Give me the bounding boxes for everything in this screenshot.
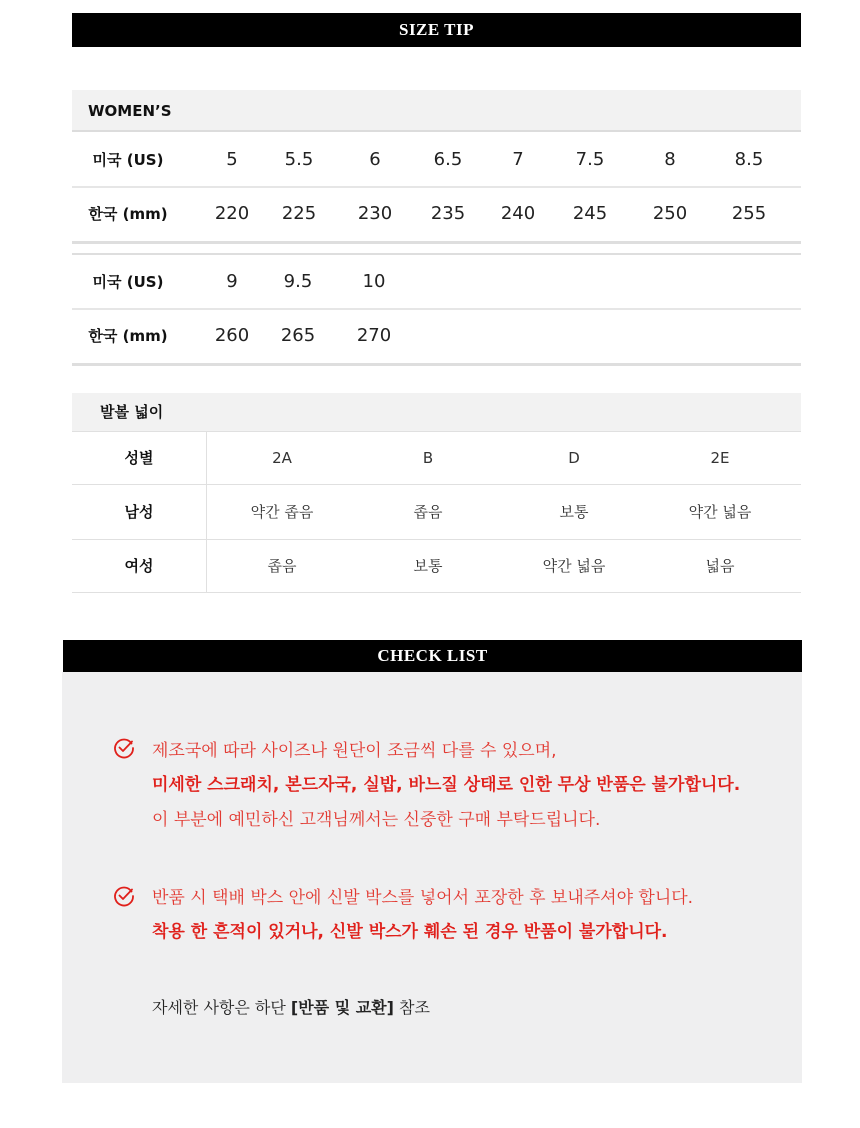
kr-size-row [72, 308, 801, 360]
width-value-cell: 보통 [559, 503, 589, 521]
us-size-cell: 6 [369, 149, 381, 170]
size-tip-banner: SIZE TIP [72, 13, 801, 47]
table-divider [72, 241, 801, 244]
us-size-label: 미국 (US) [92, 151, 164, 169]
us-size-cell: 5 [226, 149, 238, 170]
us-size-cell: 7.5 [575, 149, 605, 170]
width-column-header: B [422, 449, 434, 467]
women-width-row [72, 540, 801, 593]
us-size-label: 미국 (US) [92, 273, 164, 291]
width-header-row [72, 432, 801, 485]
kr-size-cell: 265 [280, 325, 316, 346]
kr-size-label: 한국 (mm) [88, 205, 168, 223]
check-list-panel [62, 672, 802, 1083]
kr-size-cell: 255 [731, 203, 767, 224]
check-list-banner: CHECK LIST [63, 640, 802, 672]
womens-section-header: WOMEN’S [72, 90, 801, 132]
us-size-cell: 8.5 [734, 149, 764, 170]
us-size-cell: 5.5 [284, 149, 314, 170]
foot-width-table [72, 431, 801, 593]
check-item-1-line-2: 미세한 스크래치, 본드자국, 실밥, 바느질 상태로 인한 무상 반품은 불가합니다. [152, 775, 741, 795]
check-circle-icon [112, 736, 136, 760]
size-table-1 [72, 134, 801, 238]
width-value-cell: 약간 넓음 [688, 503, 752, 521]
gender-column-label: 성별 [72, 432, 207, 484]
check-item-2-line-1: 반품 시 택배 박스 안에 신발 박스를 넣어서 포장한 후 보내주셔야 합니다. [152, 888, 694, 908]
men-label: 남성 [72, 485, 207, 539]
width-value-cell: 좁음 [267, 557, 297, 575]
kr-size-cell: 270 [356, 325, 392, 346]
width-value-cell: 약간 좁음 [250, 503, 314, 521]
table-divider [72, 363, 801, 366]
us-size-cell: 8 [664, 149, 676, 170]
kr-size-row [72, 186, 801, 238]
kr-size-cell: 250 [652, 203, 688, 224]
us-size-cell: 7 [512, 149, 524, 170]
kr-size-label: 한국 (mm) [88, 327, 168, 345]
kr-size-cell: 225 [281, 203, 317, 224]
women-label: 여성 [72, 540, 207, 592]
us-size-cell: 9.5 [283, 271, 313, 292]
check-circle-icon [112, 884, 136, 908]
kr-size-cell: 220 [214, 203, 250, 224]
kr-size-cell: 230 [357, 203, 393, 224]
foot-width-header: 발볼 넓이 [72, 393, 801, 431]
exchange-note [152, 995, 430, 1018]
kr-size-cell: 245 [572, 203, 608, 224]
width-value-cell: 넓음 [705, 557, 735, 575]
width-value-cell: 약간 넓음 [542, 557, 606, 575]
note-suffix: 참조 [393, 998, 430, 1017]
size-table-2 [72, 256, 801, 360]
check-item-2-line-2: 착용 한 흔적이 있거나, 신발 박스가 훼손 된 경우 반품이 불가합니다. [152, 922, 668, 942]
width-column-header: D [568, 449, 580, 467]
note-link-text: [반품 및 교환] [290, 998, 394, 1017]
width-value-cell: 좁음 [413, 503, 443, 521]
kr-size-cell: 235 [430, 203, 466, 224]
check-item-1-line-3: 이 부분에 예민하신 고객님께서는 신중한 구매 부탁드립니다. [152, 810, 601, 830]
us-size-cell: 9 [226, 271, 238, 292]
note-prefix: 자세한 사항은 하단 [152, 998, 291, 1017]
width-column-header: 2A [272, 449, 292, 467]
kr-size-cell: 260 [214, 325, 250, 346]
us-size-row [72, 256, 801, 308]
men-width-row [72, 485, 801, 540]
width-value-cell: 보통 [413, 557, 443, 575]
width-column-header: 2E [710, 449, 730, 467]
us-size-cell: 6.5 [433, 149, 463, 170]
kr-size-cell: 240 [500, 203, 536, 224]
check-item-1-line-1: 제조국에 따라 사이즈나 원단이 조금씩 다를 수 있으며, [152, 741, 557, 761]
us-size-cell: 10 [362, 271, 386, 292]
us-size-row [72, 134, 801, 186]
table-divider [72, 253, 801, 255]
